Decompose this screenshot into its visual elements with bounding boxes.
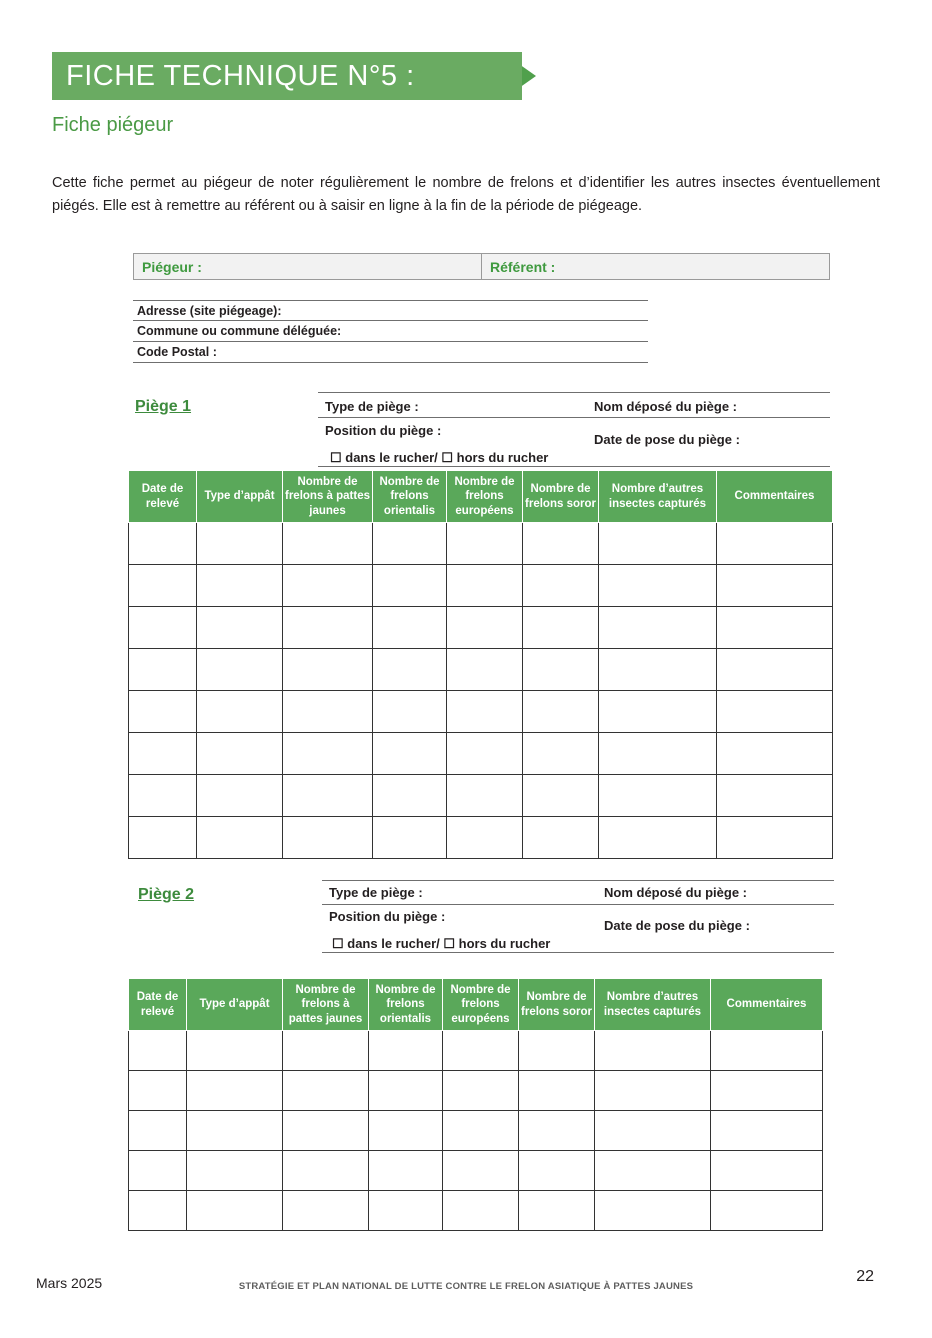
- table-row[interactable]: [129, 649, 833, 691]
- cell[interactable]: [283, 733, 373, 775]
- cell[interactable]: [717, 565, 833, 607]
- cell[interactable]: [187, 1031, 283, 1071]
- col-orientalis: Nombre de frelons orientalis: [373, 471, 447, 523]
- trap-2-position-label: Position du piège :: [329, 909, 446, 924]
- page-subtitle: Fiche piégeur: [52, 114, 174, 136]
- cell[interactable]: [129, 733, 197, 775]
- cell[interactable]: [129, 649, 197, 691]
- cell[interactable]: [373, 565, 447, 607]
- table-row[interactable]: [129, 565, 833, 607]
- cell[interactable]: [717, 733, 833, 775]
- cell[interactable]: [373, 733, 447, 775]
- col-soror: Nombre de frelons soror: [519, 979, 595, 1031]
- col-other-insects: Nombre d’autres insectes capturés: [595, 979, 711, 1031]
- address-label: Adresse (site piégeage):: [137, 303, 282, 318]
- cell[interactable]: [523, 775, 599, 817]
- trap-2-title: Piège 2: [138, 886, 195, 903]
- postal-code-label: Code Postal :: [137, 345, 217, 359]
- cell[interactable]: [129, 1151, 187, 1191]
- cell[interactable]: [599, 733, 717, 775]
- cell[interactable]: [599, 775, 717, 817]
- cell[interactable]: [711, 1151, 823, 1191]
- trap-1-title: Piège 1: [135, 398, 192, 415]
- trap-2-rule-top: [322, 880, 834, 881]
- cell[interactable]: [197, 523, 283, 565]
- postal-code-row[interactable]: [133, 342, 648, 363]
- cell[interactable]: [443, 1031, 519, 1071]
- cell[interactable]: [129, 523, 197, 565]
- cell[interactable]: [283, 691, 373, 733]
- cell[interactable]: [197, 565, 283, 607]
- trapper-field[interactable]: [134, 254, 481, 279]
- cell[interactable]: [519, 1071, 595, 1111]
- table-row[interactable]: [129, 1191, 823, 1231]
- col-bait-type: Type d’appât: [187, 979, 283, 1031]
- cell[interactable]: [447, 565, 523, 607]
- cell[interactable]: [711, 1111, 823, 1151]
- cell[interactable]: [717, 607, 833, 649]
- cell[interactable]: [129, 565, 197, 607]
- cell[interactable]: [283, 775, 373, 817]
- cell[interactable]: [717, 691, 833, 733]
- trap-2-rule-mid: [322, 904, 834, 905]
- col-other-insects: Nombre d’autres insectes capturés: [599, 471, 717, 523]
- trap-2-table-body: [129, 1031, 823, 1231]
- cell[interactable]: [711, 1031, 823, 1071]
- col-bait-type: Type d’appât: [197, 471, 283, 523]
- cell[interactable]: [447, 817, 523, 859]
- table-row[interactable]: [129, 1151, 823, 1191]
- cell[interactable]: [447, 649, 523, 691]
- trap-2-location-checkboxes[interactable]: ☐ dans le rucher/ ☐ hors du rucher: [332, 936, 551, 951]
- cell[interactable]: [711, 1191, 823, 1231]
- cell[interactable]: [187, 1151, 283, 1191]
- table-row[interactable]: [129, 733, 833, 775]
- cell[interactable]: [369, 1151, 443, 1191]
- col-comments: Commentaires: [711, 979, 823, 1031]
- cell[interactable]: [373, 649, 447, 691]
- cell[interactable]: [523, 691, 599, 733]
- cell[interactable]: [369, 1191, 443, 1231]
- cell[interactable]: [519, 1191, 595, 1231]
- cell[interactable]: [523, 565, 599, 607]
- table-header-row: [129, 979, 823, 1031]
- intro-paragraph: Cette fiche permet au piégeur de noter régulièrement le nombre de frelons et d’identifier les autres insectes éventuellement piégés. Elle est à remettre au référent ou à saisir en ligne à la fin de la période de piégeage.: [52, 175, 880, 215]
- table-row[interactable]: [129, 607, 833, 649]
- cell[interactable]: [283, 523, 373, 565]
- address-block: [133, 300, 648, 363]
- cell[interactable]: [373, 775, 447, 817]
- cell[interactable]: [599, 649, 717, 691]
- cell[interactable]: [197, 691, 283, 733]
- cell[interactable]: [373, 817, 447, 859]
- cell[interactable]: [283, 1071, 369, 1111]
- cell[interactable]: [599, 523, 717, 565]
- trap-1-deposited-name-label: Nom déposé du piège :: [594, 399, 738, 414]
- trap-1-date-label: Date de pose du piège :: [594, 432, 740, 447]
- table-row[interactable]: [129, 817, 833, 859]
- cell[interactable]: [283, 565, 373, 607]
- cell[interactable]: [369, 1031, 443, 1071]
- trap-1-position-label: Position du piège :: [325, 423, 442, 438]
- commune-row[interactable]: [133, 321, 648, 342]
- trap-2-deposited-name-label: Nom déposé du piège :: [604, 885, 748, 900]
- cell[interactable]: [129, 1191, 187, 1231]
- trap-1-location-checkboxes[interactable]: ☐ dans le rucher/ ☐ hors du rucher: [330, 450, 549, 465]
- cell[interactable]: [129, 607, 197, 649]
- cell[interactable]: [129, 691, 197, 733]
- cell[interactable]: [599, 817, 717, 859]
- trap-2-table: [128, 978, 823, 1231]
- cell[interactable]: [599, 691, 717, 733]
- cell[interactable]: [447, 691, 523, 733]
- cell[interactable]: [447, 733, 523, 775]
- trapper-label: Piégeur :: [142, 258, 202, 275]
- col-date: Date de relevé: [129, 471, 197, 523]
- footer-title: STRATÉGIE ET PLAN NATIONAL DE LUTTE CONTRE LE FRELON ASIATIQUE À PATTES JAUNES: [238, 1281, 694, 1292]
- cell[interactable]: [717, 775, 833, 817]
- page-title: FICHE TECHNIQUE N°5 :: [66, 59, 415, 92]
- trap-2-rule-bottom: [322, 952, 834, 953]
- cell[interactable]: [373, 523, 447, 565]
- col-yellow-legged: Nombre de frelons à pattes jaunes: [283, 471, 373, 523]
- col-soror: Nombre de frelons soror: [523, 471, 599, 523]
- cell[interactable]: [523, 733, 599, 775]
- header-banner: [52, 52, 522, 100]
- trap-1-rule-bottom: [318, 466, 830, 467]
- cell[interactable]: [717, 523, 833, 565]
- table-row[interactable]: [129, 523, 833, 565]
- cell[interactable]: [197, 817, 283, 859]
- cell[interactable]: [129, 1031, 187, 1071]
- cell[interactable]: [197, 733, 283, 775]
- cell[interactable]: [447, 607, 523, 649]
- cell[interactable]: [595, 1071, 711, 1111]
- cell[interactable]: [129, 775, 197, 817]
- cell[interactable]: [711, 1071, 823, 1111]
- table-row[interactable]: [129, 691, 833, 733]
- cell[interactable]: [443, 1071, 519, 1111]
- trap-1-table-body: [129, 523, 833, 859]
- table-row[interactable]: [129, 775, 833, 817]
- col-date: Date de relevé: [129, 979, 187, 1031]
- col-european: Nombre de frelons européens: [443, 979, 519, 1031]
- cell[interactable]: [717, 649, 833, 691]
- table-row[interactable]: [129, 1111, 823, 1151]
- cell[interactable]: [523, 607, 599, 649]
- cell[interactable]: [369, 1071, 443, 1111]
- cell[interactable]: [443, 1191, 519, 1231]
- cell[interactable]: [373, 607, 447, 649]
- cell[interactable]: [443, 1111, 519, 1151]
- cell[interactable]: [283, 1191, 369, 1231]
- col-yellow-legged: Nombre de frelons à pattes jaunes: [283, 979, 369, 1031]
- cell[interactable]: [187, 1071, 283, 1111]
- cell[interactable]: [369, 1111, 443, 1151]
- footer-date: Mars 2025: [36, 1275, 103, 1291]
- cell[interactable]: [523, 649, 599, 691]
- cell[interactable]: [129, 817, 197, 859]
- address-row[interactable]: [133, 300, 648, 321]
- cell[interactable]: [283, 817, 373, 859]
- cell[interactable]: [129, 1071, 187, 1111]
- cell[interactable]: [519, 1031, 595, 1071]
- cell[interactable]: [283, 649, 373, 691]
- referent-label: Référent :: [490, 258, 556, 275]
- col-orientalis: Nombre de frelons orientalis: [369, 979, 443, 1031]
- trap-2-type-label: Type de piège :: [329, 885, 423, 900]
- trap-1-rule-top: [318, 392, 830, 393]
- cell[interactable]: [519, 1151, 595, 1191]
- cell[interactable]: [519, 1111, 595, 1151]
- cell[interactable]: [187, 1111, 283, 1151]
- trap-1-type-label: Type de piège :: [325, 399, 419, 414]
- cell[interactable]: [595, 1111, 711, 1151]
- trap-1-rule-mid: [318, 417, 830, 418]
- cell[interactable]: [595, 1191, 711, 1231]
- cell[interactable]: [717, 817, 833, 859]
- commune-label: Commune ou commune déléguée:: [137, 324, 342, 338]
- table-row[interactable]: [129, 1031, 823, 1071]
- cell[interactable]: [599, 565, 717, 607]
- cell[interactable]: [197, 607, 283, 649]
- trap-2-date-label: Date de pose du piège :: [604, 918, 750, 933]
- cell[interactable]: [447, 523, 523, 565]
- cell[interactable]: [447, 775, 523, 817]
- cell[interactable]: [523, 817, 599, 859]
- cell[interactable]: [187, 1191, 283, 1231]
- cell[interactable]: [197, 775, 283, 817]
- col-comments: Commentaires: [717, 471, 833, 523]
- cell[interactable]: [283, 607, 373, 649]
- identity-box: [133, 253, 830, 280]
- cell[interactable]: [283, 1031, 369, 1071]
- cell[interactable]: [523, 523, 599, 565]
- cell[interactable]: [283, 1151, 369, 1191]
- col-european: Nombre de frelons européens: [447, 471, 523, 523]
- cell[interactable]: [129, 1111, 187, 1151]
- cell[interactable]: [595, 1151, 711, 1191]
- referent-field[interactable]: [481, 254, 829, 279]
- cell[interactable]: [599, 607, 717, 649]
- cell[interactable]: [595, 1031, 711, 1071]
- cell[interactable]: [373, 691, 447, 733]
- cell[interactable]: [197, 649, 283, 691]
- cell[interactable]: [283, 1111, 369, 1151]
- page-number: 22: [856, 1268, 874, 1285]
- cell[interactable]: [443, 1151, 519, 1191]
- trap-1-table: [128, 470, 833, 859]
- table-row[interactable]: [129, 1071, 823, 1111]
- table-header-row: [129, 471, 833, 523]
